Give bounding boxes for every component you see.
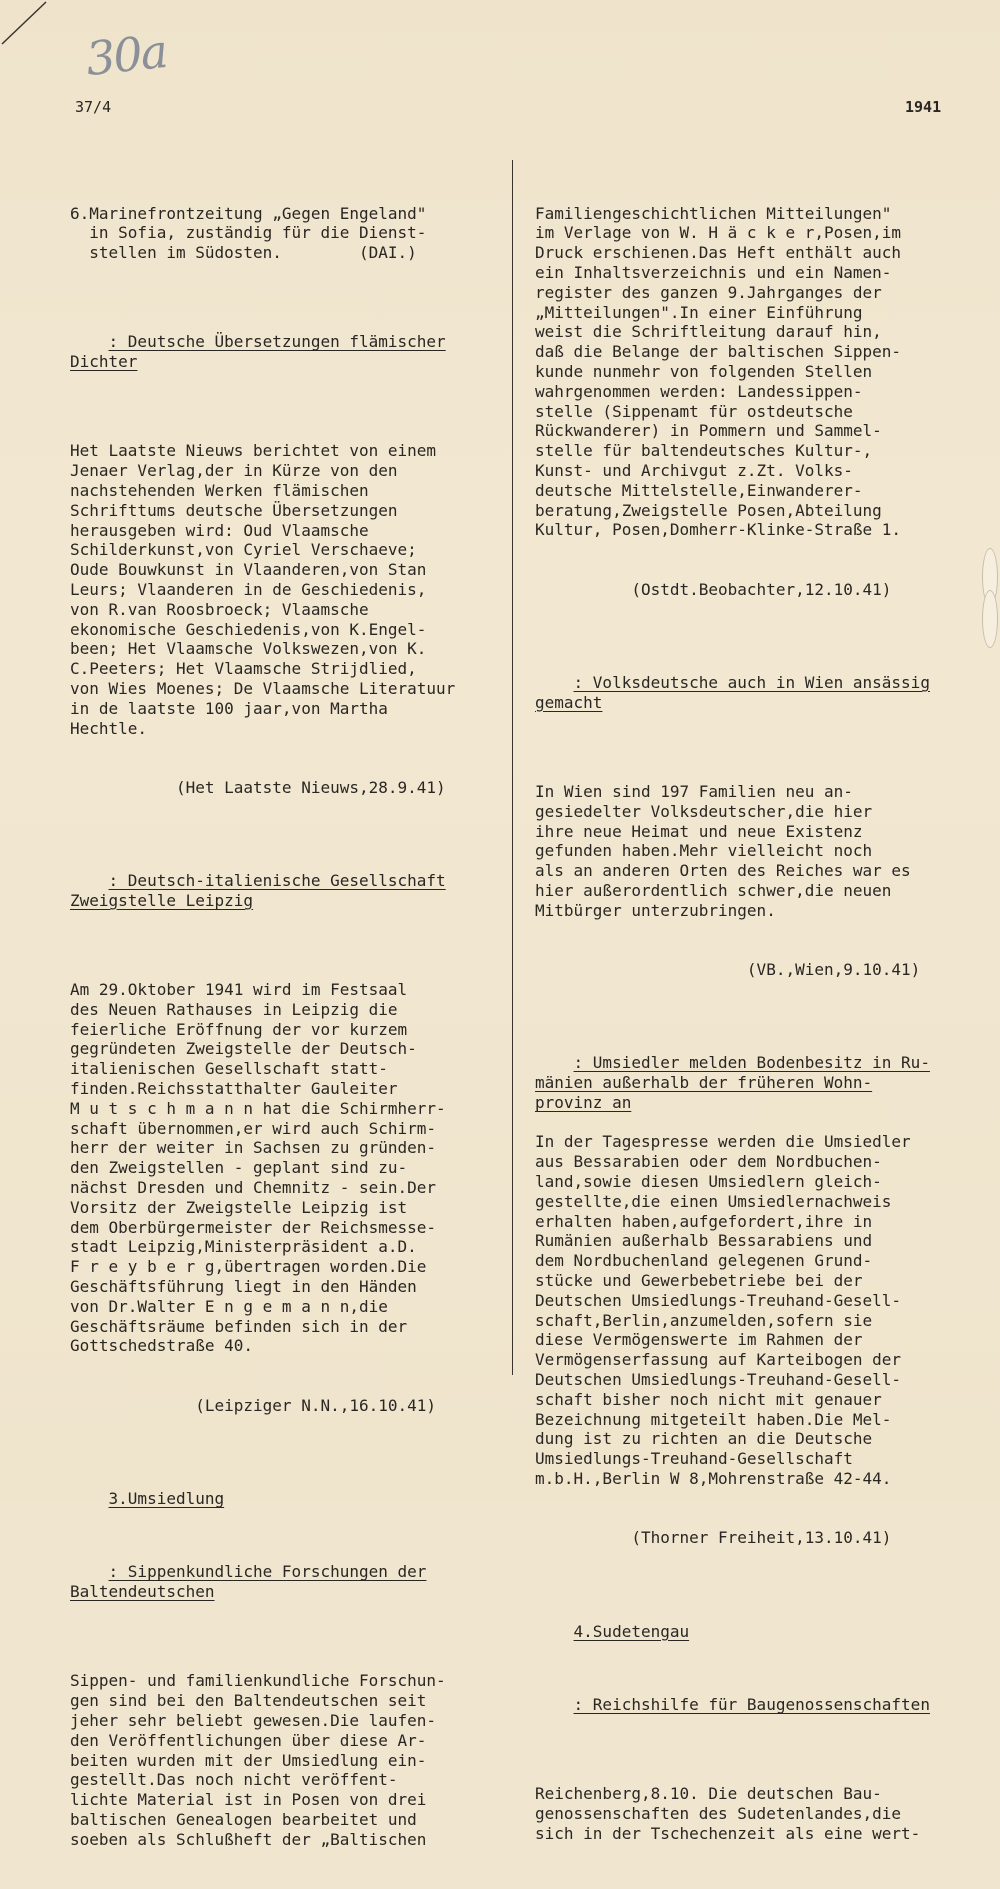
article-body-german-italian-society: Am 29.Oktober 1941 wird im Festsaal des Neuen Rathauses in Leipzig die feierliche Eröffnung der vor kurzem gegründeten Zweigstelle der Deutsch- italienischen Gesellschaft statt- finden.Reichsstatthalter Gauleiter M u t s c h m a n n hat die Schirmherr- schaft übernommen,er wird auch Schirm- herr der weiter in Sachsen zu gründen- den Zweigstellen - geplant sind zu- nächst Dresden und Chemnitz - sein.Der Vorsitz der Zweigstelle Leipzig ist dem Oberbürgermeister der Reichsmesse- stadt Leipzig,Ministerpräsident a.D. F r e y b e r g,übertragen worden.Die Geschäftsführung liegt in den Händen von Dr.Walter E n g e m a n n,die Geschäftsräume befinden sich in der Gottschedstraße 40. [70, 980, 446, 1356]
article-source-german-italian-society: (Leipziger N.N.,16.10.41) [70, 1395, 437, 1415]
corner-mark [0, 0, 60, 60]
article-heading-romania-land: : Umsiedler melden Bodenbesitz in Ru- mänien außerhalb der früheren Wohn- provinz an [535, 1053, 930, 1112]
article-heading-genealogy: : Sippenkundliche Forschungen der Baltendeutschen [70, 1562, 427, 1602]
left-column [70, 164, 500, 1889]
document-year: 1941 [905, 98, 942, 116]
article-source-genealogy: (Ostdt.Beobachter,12.10.41) [535, 579, 892, 599]
punch-hole-bottom [982, 590, 998, 648]
article-body-genealogy-continued: Familiengeschichtlichen Mitteilungen" im Verlage von W. H ä c k e r,Posen,im Druck erschienen.Das Heft enthält auch ein Inhaltsverzeichnis und ein Namen- register des ganzen 9.Jahrganges der „Mitteilungen".In einer Einführung weist die Schriftleitung darauf hin, daß die Belange der baltischen Sippen- kunde nunmehr von folgenden Stellen wahrgenommen werden: Landessippen- stelle (Sippenamt für ostdeutsche Rückwanderer) in Pommern und Sammel- stelle für baltendeutsches Kultur-, Kunst- und Archivgut z.Zt. Volks- deutsche Mittelstelle,Einwanderer- beratung,Zweigstelle Posen,Abteilung Kultur, Posen,Domherr-Klinke-Straße 1. [535, 203, 902, 540]
document-reference: 37/4 [75, 98, 112, 116]
section-heading-resettlement: 3.Umsiedlung [108, 1489, 225, 1508]
section-heading-sudetengau: 4.Sudetengau [573, 1621, 690, 1641]
handwritten-page-number: 30a [83, 23, 169, 87]
article-source-flemish-poets: (Het Laatste Nieuws,28.9.41) [70, 777, 446, 797]
article-body-flemish-poets: Het Laatste Nieuws berichtet von einem Jenaer Verlag,der in Kürze von den nachstehenden Werken flämischen Schrifttums deutsche Übersetzungen herausgeben wird: Oud Vlaamsche Schilderkunst,von Cyriel Verschaeve; Oude Bouwkunst in Vlaanderen,von Stan Leurs; Vlaanderen in de Geschiedenis, von R.van Roosbroeck; Vlaamsche ekonomische Geschiedenis,von K.Engel- been; Het Vlaamsche Volkswezen,von K. C.Peeters; Het Vlaamsche Strijdlied, von Wies Moenes; De Vlaamsche Literatuur in de laatste 100 jaar,von Martha Hechtle. [70, 441, 456, 738]
article-body-vienna: In Wien sind 197 Familien neu an- gesiedelter Volksdeutscher,die hier ihre neue Heimat und neue Existenz gefunden haben.Mehr vielleicht noch als an anderen Orten des Reiches war es hier außerordentlich schwer,die neuen Mitbürger unterzubringen. [535, 781, 911, 920]
article-source-romania-land: (Thorner Freiheit,13.10.41) [535, 1528, 892, 1548]
article-source-vienna: (VB.,Wien,9.10.41) [535, 960, 921, 980]
article-heading-german-italian-society: : Deutsch-italienische Gesellschaft Zweigstelle Leipzig [70, 871, 446, 910]
right-column [535, 164, 965, 1883]
article-body-housing-cooperatives: Reichenberg,8.10. Die deutschen Bau- genossenschaften des Sudetenlandes,die sich in der Tschechenzeit als eine wert- [535, 1784, 921, 1843]
article-body-romania-land: In der Tagespresse werden die Umsiedler aus Bessarabien oder dem Nordbuchen- land,sowie diesen Umsiedlern gleich- gestellte,die einen Umsiedlernachweis erhalten haben,aufgefordert,ihre in Rumänien außerhalb Bessarabiens und dem Nordbuchenland gelegenen Grund- stücke und Gewerbebetriebe bei der Deutschen Umsiedlungs-Treuhand-Gesell- schaft,Berlin,anzumelden,sofern sie diese Vermögenswerte im Rahmen der Vermögenserfassung auf Karteibogen der Deutschen Umsiedlungs-Treuhand-Gesell- schaft bisher noch nicht mit genauer Bezeichnung mitgeteilt haben.Die Mel- dung ist zu richten an die Deutsche Umsiedlungs-Treuhand-Gesellschaft m.b.H.,Berlin W 8,Mohrenstraße 42-44. [535, 1132, 911, 1488]
column-divider [512, 160, 513, 1375]
article-heading-vienna: : Volksdeutsche auch in Wien ansässig gemacht [535, 672, 930, 712]
article-body-genealogy: Sippen- und familienkundliche Forschun- gen sind bei den Baltendeutschen seit jeher sehr beliebt gewesen.Die laufen- den Veröffentlichungen über diese Ar- beiten wurden mit der Umsiedlung ein- gestellt.Das noch nicht veröffent- lichte Material ist in Posen von drei baltischen Genealogen bearbeitet und soeben als Schlußheft der „Baltischen [70, 1671, 446, 1849]
article-heading-housing-cooperatives: : Reichshilfe für Baugenossenschaften [573, 1694, 930, 1714]
item-6-text: 6.Marinefrontzeitung „Gegen Engeland" in Sofia, zuständig für die Dienst- stellen im Südosten. (DAI.) [70, 203, 427, 263]
article-heading-flemish-poets: : Deutsche Übersetzungen flämischer Dichter [70, 332, 446, 372]
